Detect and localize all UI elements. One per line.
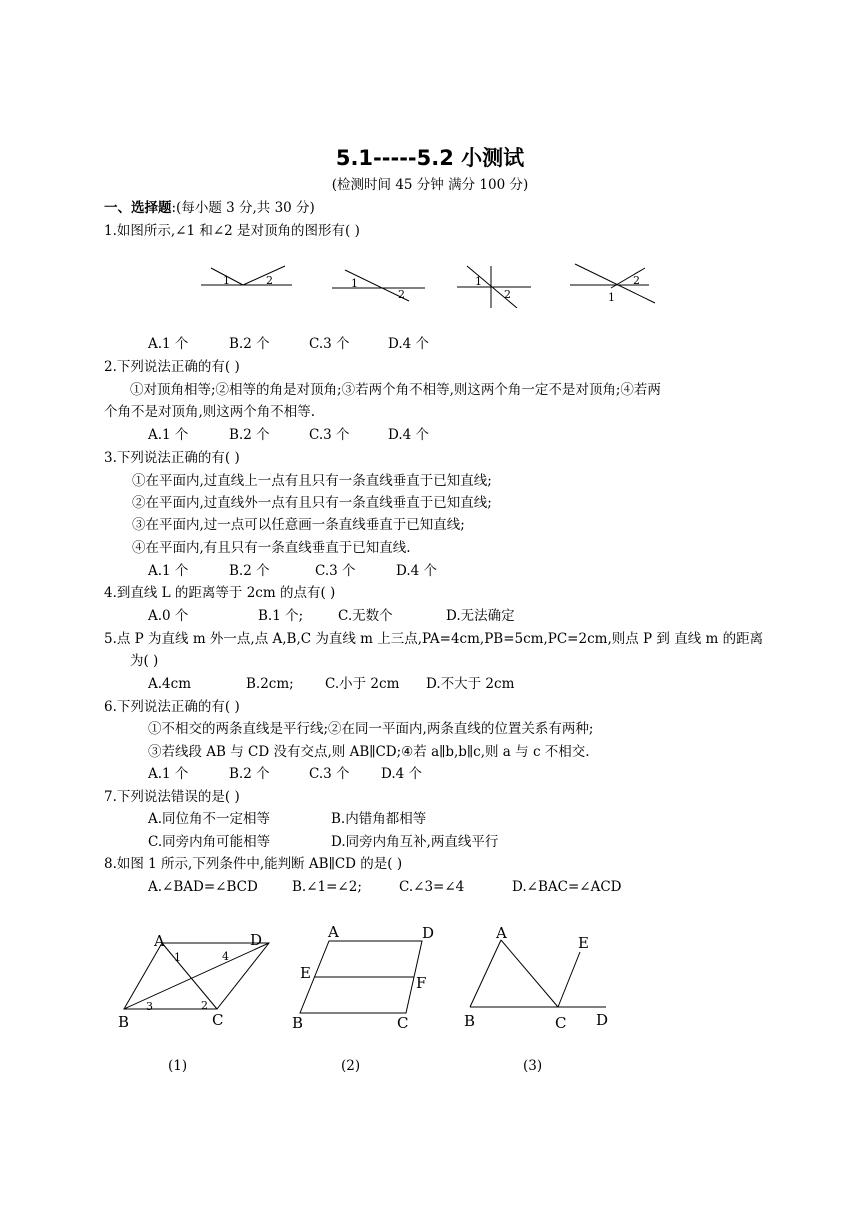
q1-fig-a-right-ray — [243, 266, 285, 285]
q8-figures — [110, 918, 620, 1078]
fig3-ray-ce — [558, 952, 580, 1007]
q3-item-2: ②在平面内,过直线外一点有且只有一条直线垂直于已知直线; — [132, 495, 492, 511]
q7-option-c: C.同旁内角可能相等 — [148, 834, 271, 850]
fig1-caption: (1) — [168, 1058, 188, 1074]
q3-option-d: D.4 个 — [396, 563, 438, 579]
q1-option-d: D.4 个 — [388, 336, 430, 352]
fig3-label-a: A — [496, 924, 507, 942]
fig3-label-d: D — [596, 1011, 609, 1029]
fig3-label-b: B — [464, 1012, 476, 1030]
q1-fig-c-label-2: 2 — [504, 288, 511, 301]
q8-option-b: B.∠1=∠2; — [292, 879, 362, 895]
q7-option-d: D.同旁内角互补,两直线平行 — [331, 834, 499, 850]
q6-option-b: B.2 个 — [229, 766, 270, 782]
q8-option-d: D.∠BAC=∠ACD — [512, 879, 622, 895]
q1-stem: 1.如图所示,∠1 和∠2 是对顶角的图形有( ) — [104, 223, 360, 239]
fig1-label-4: 4 — [222, 950, 229, 963]
q3-option-b: B.2 个 — [229, 563, 270, 579]
q5-option-c: C.小于 2cm — [325, 676, 400, 692]
fig3-label-e: E — [578, 934, 589, 952]
q5-option-b: B.2cm; — [246, 676, 294, 692]
q2-option-b: B.2 个 — [229, 427, 270, 443]
q2-stem: 2.下列说法正确的有( ) — [104, 359, 240, 375]
q4-stem: 4.到直线 L 的距离等于 2cm 的点有( ) — [104, 585, 336, 601]
q6-line-2: ③若线段 AB 与 CD 没有交点,则 AB∥CD;④若 a∥b,b∥c,则 a 与 c 不相交. — [148, 744, 590, 760]
fig2-caption: (2) — [341, 1058, 361, 1074]
q1-fig-d-line-1 — [575, 264, 655, 303]
fig1-label-1: 1 — [174, 951, 181, 964]
q1-option-a: A.1 个 — [148, 336, 189, 352]
page-title: 5.1-----5.2 小测试 — [335, 146, 525, 170]
q2-line-2: 个角不是对顶角,则这两个角不相等. — [104, 404, 316, 420]
q1-fig-d-label-1: 1 — [608, 291, 615, 304]
q1-option-c: C.3 个 — [309, 336, 350, 352]
fig1-label-2: 2 — [201, 999, 208, 1012]
q1-fig-a-label-1: 1 — [223, 274, 230, 287]
q4-option-c: C.无数个 — [338, 608, 393, 624]
fig3-caption: (3) — [523, 1058, 543, 1074]
section-note: :(每小题 3 分,共 30 分) — [171, 200, 315, 216]
fig2-label-e: E — [300, 964, 311, 982]
q6-stem: 6.下列说法正确的有( ) — [104, 699, 240, 715]
q4-option-b: B.1 个; — [258, 608, 304, 624]
fig2-label-a: A — [328, 923, 339, 941]
q3-stem: 3.下列说法正确的有( ) — [104, 450, 240, 466]
q8-stem: 8.如图 1 所示,下列条件中,能判断 AB∥CD 的是( ) — [104, 856, 403, 872]
q1-fig-b-label-1: 1 — [351, 277, 358, 290]
q1-fig-b-label-2: 2 — [398, 288, 405, 301]
q6-option-d: D.4 个 — [381, 766, 423, 782]
q6-option-c: C.3 个 — [309, 766, 350, 782]
q1-fig-d-label-2: 2 — [633, 274, 640, 287]
fig1-diagonal-ac — [162, 943, 217, 1009]
q2-option-c: C.3 个 — [309, 427, 350, 443]
q5-option-a: A.4cm — [148, 676, 191, 692]
fig3-segment-ba — [470, 940, 501, 1007]
q6-option-a: A.1 个 — [148, 766, 189, 782]
fig2-label-b: B — [292, 1014, 304, 1032]
fig3-label-c: C — [555, 1014, 567, 1032]
q8-option-c: C.∠3=∠4 — [399, 879, 465, 895]
q1-figures — [195, 258, 665, 308]
q4-option-a: A.0 个 — [148, 608, 189, 624]
fig1-label-d: D — [250, 931, 263, 949]
q3-option-c: C.3 个 — [315, 563, 356, 579]
q1-fig-a-label-2: 2 — [266, 274, 273, 287]
section-header — [104, 197, 315, 219]
section-label: 一、选择题 — [104, 200, 172, 216]
q3-item-3: ③在平面内,过一点可以任意画一条直线垂直于已知直线; — [132, 517, 465, 533]
fig1-label-a: A — [154, 932, 165, 950]
q8-option-a: A.∠BAD=∠BCD — [148, 879, 258, 895]
q2-option-a: A.1 个 — [148, 427, 189, 443]
q3-item-4: ④在平面内,有且只有一条直线垂直于已知直线. — [132, 540, 411, 556]
fig3-segment-ac — [501, 940, 558, 1007]
fig1-label-b: B — [118, 1013, 130, 1031]
q5-stem-2: 为( ) — [130, 653, 159, 669]
q3-item-1: ①在平面内,过直线上一点有且只有一条直线垂直于已知直线; — [132, 473, 492, 489]
page-subtitle: (检测时间 45 分钟 满分 100 分) — [331, 177, 529, 193]
fig1-label-c: C — [212, 1011, 224, 1029]
q2-option-d: D.4 个 — [388, 427, 430, 443]
q4-option-d: D.无法确定 — [446, 608, 515, 624]
q1-option-b: B.2 个 — [229, 336, 270, 352]
q3-option-a: A.1 个 — [148, 563, 189, 579]
fig2-label-c: C — [397, 1014, 409, 1032]
q1-fig-c-label-1: 1 — [475, 275, 482, 288]
q5-stem: 5.点 P 为直线 m 外一点,点 A,B,C 为直线 m 上三点,PA=4cm,PB=5cm,PC=2cm,则点 P 到 直线 m 的距离 — [104, 631, 764, 647]
q2-line-1: ①对顶角相等;②相等的角是对顶角;③若两个角不相等,则这两个角一定不是对顶角;④若两 — [130, 382, 661, 398]
q7-stem: 7.下列说法错误的是( ) — [104, 789, 240, 805]
fig2-label-f: F — [416, 974, 427, 992]
q6-line-1: ①不相交的两条直线是平行线;②在同一平面内,两条直线的位置关系有两种; — [148, 721, 594, 737]
fig2-label-d: D — [422, 924, 435, 942]
q7-option-a: A.同位角不一定相等 — [148, 811, 271, 827]
q5-option-d: D.不大于 2cm — [426, 676, 515, 692]
q7-option-b: B.内错角都相等 — [331, 811, 427, 827]
fig1-label-3: 3 — [146, 1000, 153, 1013]
